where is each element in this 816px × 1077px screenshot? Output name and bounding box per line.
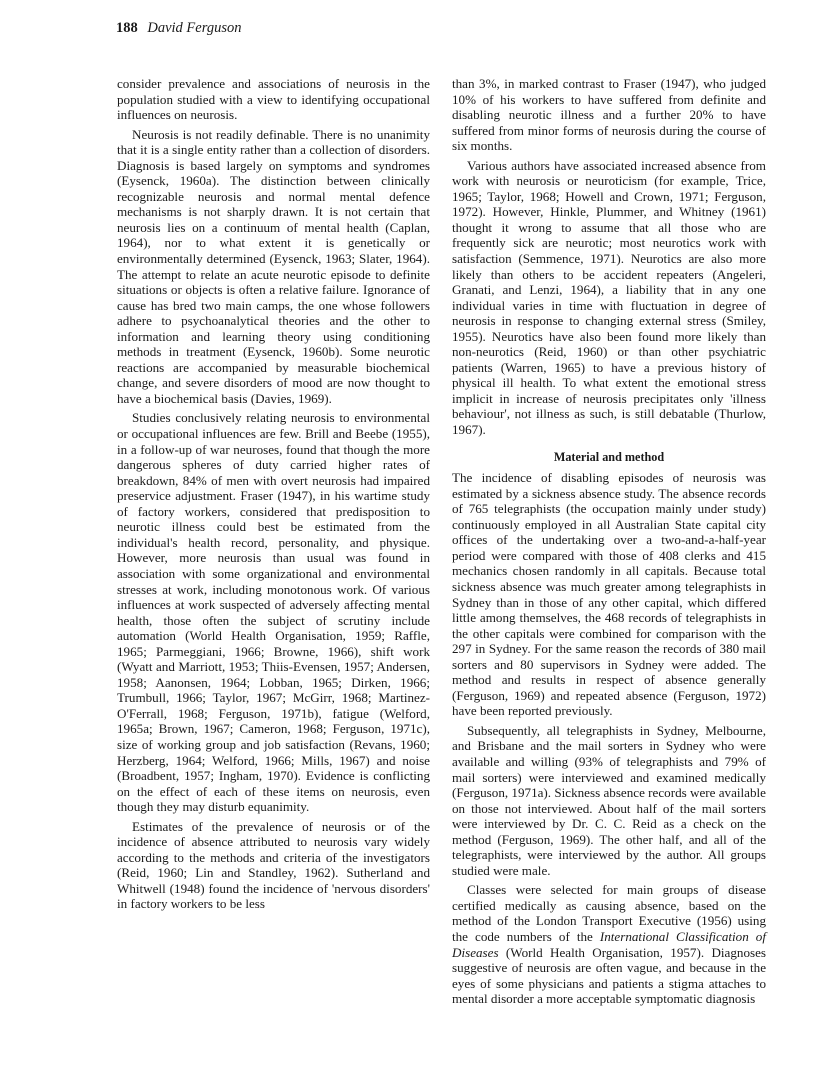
right-column [452,76,766,1011]
paragraph [452,882,766,1006]
section-heading: Material and method [553,449,665,464]
paragraph: Subsequently, all telegraphists in Sydney, Melbourne, and Brisbane and the mail sorters in Sydney who were available and willing (93% of telegraphists and 79% of mail sorters) were interviewed and examined medically (Ferguson, 1971a). Sickness absence records were available on those not interviewed. About half of the mail sorters were interviewed by Dr. C. C. Reid as a check on the method (Ferguson, 1969). The other half, and all of the telegraphists, were interviewed by the author. All groups studied were male. [452,722,766,878]
text-run: Classes were selected for main groups of disease certified medically as causing absence, based on the method of the London Transport Executive (1956) using the code numbers of the [452,882,766,944]
paragraph: The incidence of disabling episodes of neurosis was estimated by a sickness absence study. The absence records of 765 telegraphists (the occupation mainly under study) continuously employed in all Australian State capital city offices of the undertaking over a two-and-a-half-year period were compared with those of 408 clerks and 415 mechanics chosen randomly in all capitals. Because total sickness absence was much greater among telegraphists in Sydney than in those of any other capital, which differed little among themselves, the 468 records of telegraphists in the other capitals were combined for comparison with the 297 in Sydney. For the same reason the records of 380 mail sorters and 80 supervisors in Sydney were added. The method and results in respect of absence generally (Ferguson, 1969) and repeated absence (Ferguson, 1972) have been reported previously. [452,470,766,719]
running-header [116,20,241,37]
text-run: (World Health Organisation, 1957). Diagnoses suggestive of neurosis are often vague, and because in the eyes of some physicians and patients a stigma attaches to mental disorder a more acceptable symptomatic diagnosis [452,944,766,1007]
paragraph: Various authors have associated increased absence from work with neurosis or neuroticism (for example, Trice, 1965; Taylor, 1968; Howell and Crown, 1971; Ferguson, 1972). However, Hinkle, Plummer, and Whitney (1961) thought it wrong to assume that all those who are frequently sick are neurotic; most neurotics work with satisfaction (Semmence, 1971). Neurotics are also more likely than others to be accident repeaters (Angeleri, Granati, and Lenzi, 1964), a liability that in any one individual varies in time with fluctuation in degree of neurosis in response to changing external stress (Smiley, 1955). Neurotics have also been found more likely than non-neurotics (Reid, 1960) or than other psychiatric patients (Warren, 1965) to have a previous history of physical ill health. To what extent the emotional stress implicit in increase of neurosis precipitates only 'illness behaviour', not illness as such, is still debatable (Thurlow, 1967). [452,157,766,438]
paragraph: consider prevalence and associations of neurosis in the population studied with a view to identifying occupational influences on neurosis. [117,76,430,123]
paragraph: Neurosis is not readily definable. There is no unanimity that it is a single entity rather than a collection of disorders. Diagnosis is based largely on symptoms and syndromes (Eysenck, 1960a). The distinction between clinically recognizable neurosis and normal mental defence mechanisms is not sharply drawn. It is not certain that neurosis lies on a continuum of mental health (Caplan, 1964), nor to what extent it is genetically or environmentally determined (Eysenck, 1963; Slater, 1964). The attempt to relate an acute neurotic episode to definite situations or objects is often a relative failure. Ignorance of cause has bred two main camps, the one whose followers adhere to psychoanalytical theories and the other to information and learning theory using conditioning methods in treatment (Eysenck, 1960b). Some neurotic reactions are accompanied by measurable biochemical change, and severe disorders of mood are now thought to have a biochemical basis (Davies, 1969). [117,126,430,406]
paragraph: than 3%, in marked contrast to Fraser (1947), who judged 10% of his workers to have suffered from definite and disabling neurotic illness and a further 20% to have suffered from minor forms of neurosis during the course of six months. [452,76,766,154]
page-number: 188 [116,20,138,36]
italic-title: International Classification of Diseases [452,928,766,960]
running-author: David Ferguson [147,20,242,36]
paragraph: Estimates of the prevalence of neurosis or of the incidence of absence attributed to neurosis vary widely according to the methods and criteria of the investigators (Reid, 1960; Lin and Standley, 1962). Sutherland and Whitwell (1948) found the incidence of 'nervous disorders' in factory workers to be less [117,818,430,912]
left-column [117,76,430,916]
paragraph: Studies conclusively relating neurosis to environmental or occupational influences are few. Brill and Beebe (1955), in a follow-up of war neuroses, found that though the more dangerous spheres of duty carried higher rates of breakdown, 84% of men with overt neurosis had impaired preservice adjustment. Fraser (1947), in his wartime study of factory workers, considered that predisposition to neurotic illness could best be estimated from the individual's health record, personality, and physique. However, more neurosis than usual was found in association with some organizational and environmental stresses at work, including monotonous work. Of various influences at work suspected of adversely affecting mental health, those often the subject of scrutiny include automation (World Health Organisation, 1959; Raffle, 1965; Parmeggiani, 1966; Browne, 1966), shift work (Wyatt and Marriott, 1953; Thiis-Evensen, 1957; Andersen, 1958; Aanonsen, 1964; Lobban, 1965; Dirken, 1966; Trumbull, 1966; Taylor, 1967; McGirr, 1968; Martinez-O'Ferrall, 1968; Ferguson, 1971b), fatigue (Welford, 1965a; Brown, 1967; Cameron, 1968; Ferguson, 1971c), size of working group and job satisfaction (Revans, 1960; Herzberg, 1964; Welford, 1966; Mills, 1967) and noise (Broadbent, 1957; Ingham, 1970). Evidence is conflicting on the effect of each of these items on neurosis, even though they may disturb equanimity. [117,410,430,815]
